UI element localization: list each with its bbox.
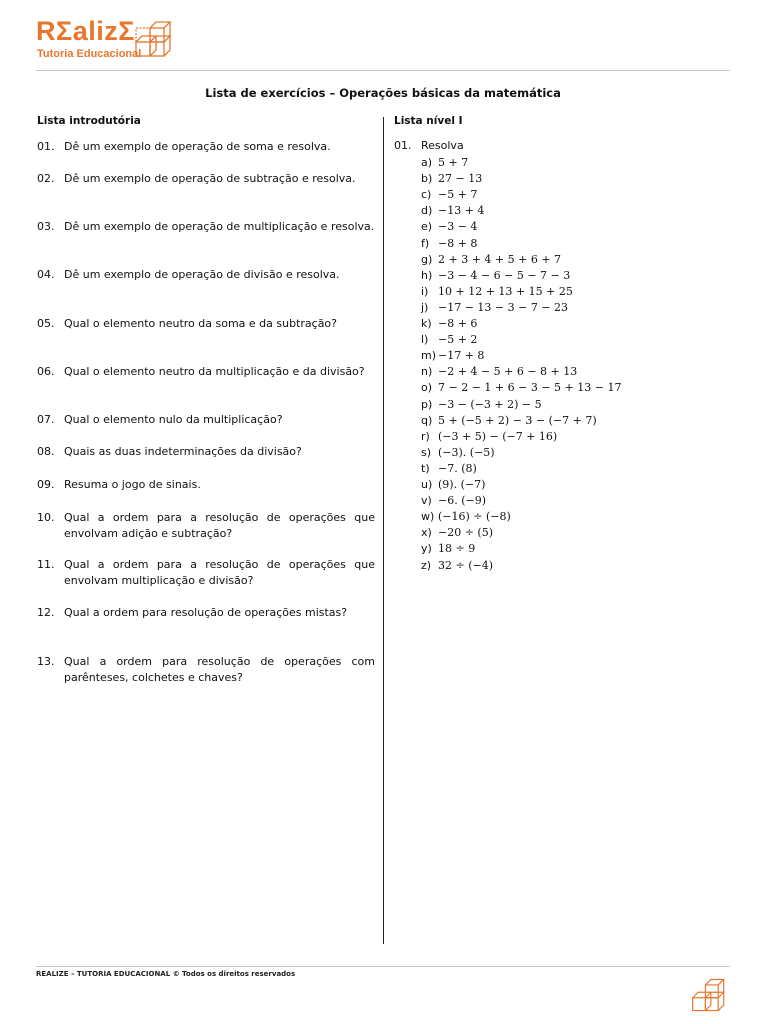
question-item [37,267,375,283]
question-number: 10. [37,511,55,524]
exercise-item [421,525,493,541]
exercise-item [421,332,477,348]
item-letter: p) [421,397,433,411]
item-expression: (−16) ÷ (−8) [438,510,511,524]
logo [36,16,186,66]
item-letter: j) [421,300,429,314]
item-expression: 5 + (−5 + 2) − 3 − (−7 + 7) [438,413,597,427]
question-item [37,654,375,686]
exercise-item [421,429,557,445]
item-letter: f) [421,236,430,250]
item-expression: −8 + 6 [438,317,478,330]
question-text: Dê um exemplo de operação de soma e resolva. [64,140,331,153]
cubes-logo-icon [132,16,178,62]
question-text: Resuma o jogo de sinais. [64,478,201,491]
item-letter: q) [421,413,433,427]
item-expression: 18 ÷ 9 [438,542,476,556]
exercise-item [421,493,486,509]
item-letter: e) [421,220,433,234]
item-expression: −13 + 4 [438,204,485,218]
question-number: 04. [37,268,55,281]
question-number: 05. [37,317,55,330]
exercise-number: 01. [394,139,412,152]
question-text: Dê um exemplo de operação de multiplicação e resolva. [64,220,375,233]
item-letter: h) [421,268,433,282]
item-letter: s) [421,445,432,459]
question-text: Dê um exemplo de operação de subtração e resolva. [64,172,356,185]
exercise-instruction: Resolva [421,139,464,152]
question-number: 01. [37,140,55,153]
question-number: 02. [37,172,55,185]
question-text: Dê um exemplo de operação de divisão e resolva. [64,268,340,281]
question-item [37,171,375,187]
exercise-item [421,219,477,235]
question-item [37,219,375,235]
item-expression: −3 − (−3 + 2) − 5 [438,397,542,411]
right-column-heading: Lista nível I [394,115,463,127]
page-title: Lista de exercícios – Operações básicas da matemática [205,86,561,100]
question-item [37,412,375,428]
question-number: 03. [37,220,55,233]
exercise-item [421,203,484,219]
item-expression: 2 + 3 + 4 + 5 + 6 + 7 [438,252,562,266]
item-expression: −20 ÷ (5) [438,526,494,540]
question-item [37,605,375,621]
item-expression: −3 − 4 − 6 − 5 − 7 − 3 [438,268,571,282]
logo-subtitle: Tutoria Educacional [37,48,142,60]
left-column-heading: Lista introdutória [37,115,141,127]
exercise-item [421,252,561,268]
exercise-item [421,284,573,300]
question-item [37,557,375,589]
question-item [37,139,375,155]
item-expression: 7 − 2 − 1 + 6 − 3 − 5 + 13 − 17 [438,381,622,395]
item-expression: 5 + 7 [438,156,469,169]
question-number: 06. [37,365,55,378]
item-letter: b) [421,172,433,186]
exercise-item [421,268,570,284]
question-text: Qual o elemento nulo da multiplicação? [64,413,283,426]
item-expression: −3 − 4 [438,220,478,234]
question-text: Quais as duas indeterminações da divisão? [64,445,302,458]
question-number: 09. [37,478,55,491]
exercise-item [421,397,542,413]
item-expression: −5 + 7 [438,188,478,202]
question-item [37,444,375,460]
exercise-item [421,300,568,316]
item-letter: o) [421,381,433,395]
item-expression: 27 − 13 [438,172,483,186]
exercise-item [421,558,493,574]
item-letter: y) [421,542,432,556]
item-letter: g) [421,252,433,266]
exercise-item [421,413,597,429]
item-letter: a) [421,156,433,169]
item-letter: r) [421,429,430,443]
exercise-item [421,187,477,203]
exercise-item [421,509,511,525]
question-text: Qual o elemento neutro da multiplicação e da divisão? [64,365,365,378]
item-letter: m) [421,349,437,363]
question-text: Qual a ordem para a resolução de operações que envolvam multiplicação e divisão? [64,558,375,587]
item-expression: (9). (−7) [438,478,486,491]
item-letter: l) [421,333,429,347]
item-letter: d) [421,204,433,218]
exercise-item [421,155,468,171]
exercise-item [421,461,477,477]
question-item [37,477,375,493]
footer-divider [36,966,730,967]
question-number: 13. [37,655,55,668]
item-expression: (−3). (−5) [438,445,495,459]
question-text: Qual a ordem para resolução de operações com parênteses, colchetes e chaves? [64,655,375,684]
item-expression: −2 + 4 − 5 + 6 − 8 + 13 [438,365,578,379]
exercise-item [421,171,482,187]
question-item [37,364,375,380]
item-letter: w) [421,510,435,524]
item-letter: v) [421,494,432,508]
item-expression: 10 + 12 + 13 + 15 + 25 [438,284,573,298]
exercise-item [421,445,495,461]
logo-wordmark: RΣalizΣ [36,16,135,46]
exercise-item [421,380,621,396]
item-expression: −17 − 13 − 3 − 7 − 23 [438,300,569,314]
exercise-item [421,541,475,557]
item-expression: −5 + 2 [438,333,478,347]
item-letter: k) [421,317,432,330]
item-letter: i) [421,284,429,298]
item-letter: x) [421,526,432,540]
question-number: 07. [37,413,55,426]
question-text: Qual a ordem para a resolução de operações que envolvam adição e subtração? [64,511,375,540]
item-expression: −6. (−9) [438,494,487,508]
question-number: 11. [37,558,55,571]
item-expression: 32 ÷ (−4) [438,558,494,572]
question-number: 12. [37,606,55,619]
item-expression: −17 + 8 [438,349,485,363]
question-item [37,316,375,332]
item-letter: u) [421,478,433,491]
exercise-item [421,316,477,332]
item-letter: n) [421,365,433,379]
footer-copyright: REALIZE – TUTORIA EDUCACIONAL © Todos os direitos reservados [36,970,296,978]
exercise-item [421,236,477,252]
question-number: 08. [37,445,55,458]
header-divider [36,70,730,71]
exercise-item [421,348,484,364]
exercise-item [421,477,485,493]
cubes-footer-icon [688,974,732,1016]
item-expression: (−3 + 5) − (−7 + 16) [438,429,558,443]
item-expression: −7. (8) [438,461,477,475]
column-divider [383,117,384,944]
item-letter: c) [421,188,432,202]
exercise-item [421,364,577,380]
item-letter: t) [421,461,430,475]
item-letter: z) [421,558,432,572]
item-expression: −8 + 8 [438,236,478,250]
question-item [37,510,375,542]
question-text: Qual o elemento neutro da soma e da subtração? [64,317,338,330]
question-text: Qual a ordem para resolução de operações mistas? [64,606,348,619]
